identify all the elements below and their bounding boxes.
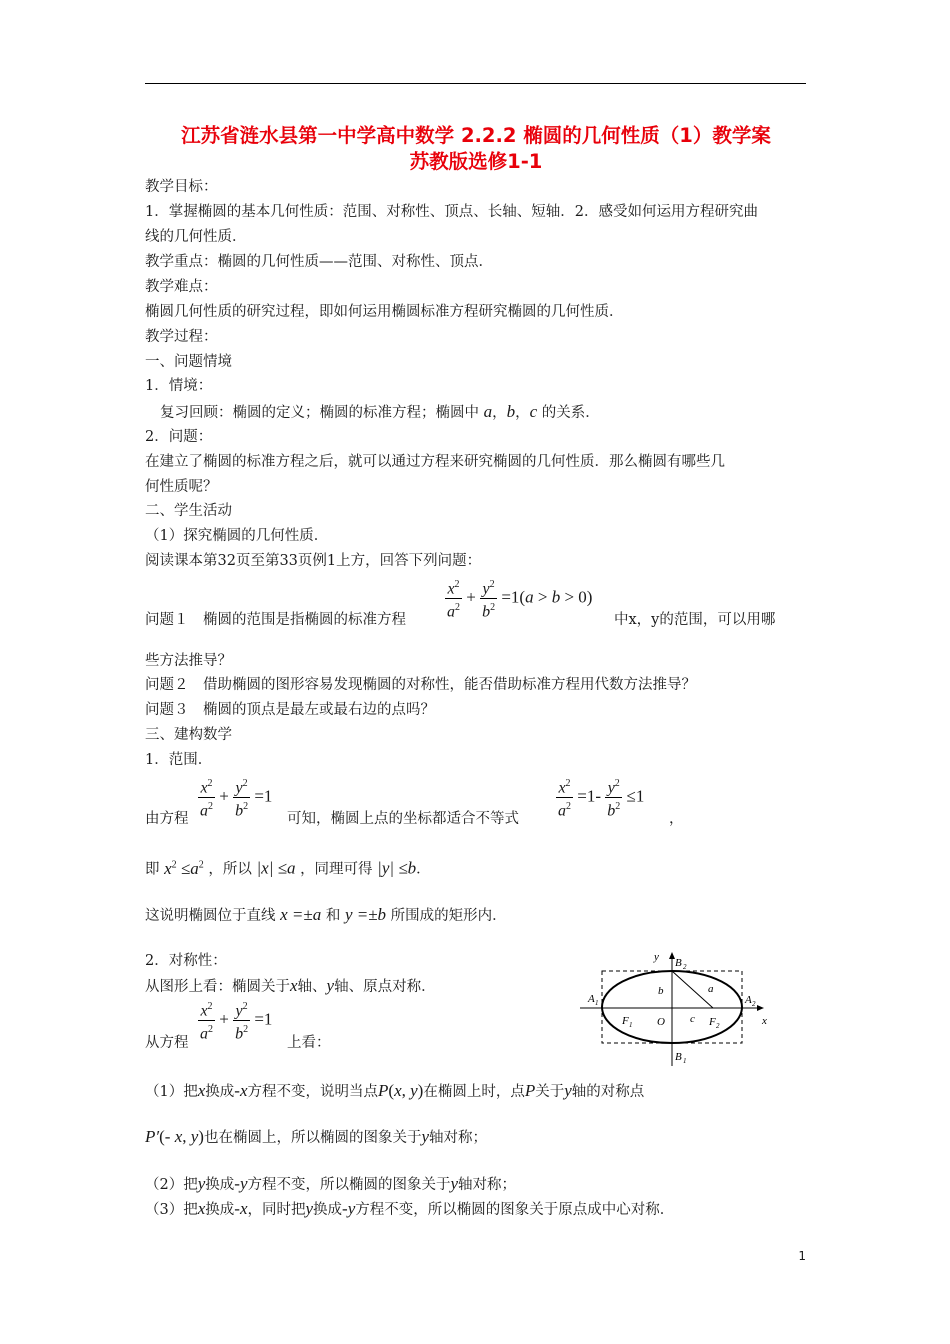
y-axis-label: y — [654, 951, 659, 963]
svg-text:B: B — [675, 957, 682, 969]
text-line: 上看： — [287, 1035, 331, 1051]
text-line: 即 $x^2 \le a^2$ ，所以 |x| ≤a ，同理可得 |y| ≤b． — [145, 858, 431, 878]
svg-text:2: 2 — [752, 1000, 756, 1008]
text-line: P′(- x, y)也在椭圆上，所以椭圆的图象关于y轴对称； — [145, 1127, 487, 1146]
svg-text:A: A — [745, 994, 752, 1006]
text-line: 可知，椭圆上点的坐标都适合不等式 — [287, 811, 519, 827]
text-line: 椭圆几何性质的研究过程，即如何运用椭圆标准方程研究椭圆的几何性质． — [145, 304, 624, 320]
text-line: 教学重点：椭圆的几何性质——范围、对称性、顶点． — [145, 254, 493, 270]
equation-ellipse: $\frac{x^2}{a^2}$ + $\frac{y^2}{b^2}$ =1 — [198, 775, 272, 821]
text-line: 中x，y的范围，可以用哪 — [614, 612, 776, 628]
text-line: （3）把x换成-x，同时把y换成-y方程不变，所以椭圆的图象关于原点成中心对称． — [145, 1199, 675, 1218]
text-line: 这说明椭圆位于直线 x =±a 和 y =±b 所围成的矩形内． — [145, 905, 507, 924]
text-line: 阅读课本第32页至第33页例1上方，回答下列问题： — [145, 553, 482, 569]
text-line: 从方程 — [145, 1035, 189, 1051]
svg-text:A: A — [588, 993, 595, 1005]
svg-text:2: 2 — [716, 1022, 720, 1030]
text-line: 问题３ 椭圆的顶点是最左或最右边的点吗？ — [145, 702, 435, 718]
svg-text:B: B — [675, 1051, 682, 1063]
svg-text:b: b — [658, 985, 664, 997]
svg-text:1: 1 — [595, 999, 599, 1007]
text-line: 2．问题： — [145, 429, 213, 445]
text-line: （1）探究椭圆的几何性质． — [145, 528, 329, 544]
text-line: 1．情境： — [145, 378, 213, 394]
svg-text:1: 1 — [683, 1057, 687, 1065]
text-line: 教学难点： — [145, 279, 218, 295]
text-line: 由方程 — [145, 811, 189, 827]
text-line: 从图形上看：椭圆关于x轴、y轴、原点对称． — [145, 976, 436, 995]
svg-text:a: a — [708, 983, 714, 995]
text-line: （2）把y换成-y方程不变，所以椭圆的图象关于y轴对称； — [145, 1174, 517, 1193]
svg-text:2: 2 — [683, 963, 687, 971]
text-line: 线的几何性质． — [145, 229, 247, 245]
svg-text:1: 1 — [629, 1021, 633, 1029]
document-title: 江苏省涟水县第一中学高中数学 2.2.2 椭圆的几何性质（1）教学案 苏教版选修1-1 — [181, 124, 771, 173]
svg-text:O: O — [657, 1016, 665, 1028]
text-line: 2．对称性： — [145, 953, 227, 969]
text-line: 复习回顾：椭圆的定义；椭圆的标准方程；椭圆中 a，b，c 的关系． — [160, 402, 600, 421]
text-line: 问题１ 椭圆的范围是指椭圆的标准方程 — [145, 612, 406, 628]
equation-ellipse: $\frac{x^2}{a^2}$ + $\frac{y^2}{b^2}$ =1(a > b > 0) — [445, 576, 592, 622]
header-rule — [145, 83, 806, 84]
text-line: ， — [669, 811, 684, 827]
page-number: 1 — [798, 1249, 806, 1263]
text-line: 1．掌握椭圆的基本几何性质：范围、对称性、顶点、长轴、短轴．2．感受如何运用方程研究曲 — [145, 204, 758, 220]
text-line: 在建立了椭圆的标准方程之后，就可以通过方程来研究椭圆的几何性质．那么椭圆有哪些几 — [145, 454, 725, 470]
text-line: 1．范围． — [145, 752, 213, 768]
text-line: 教学过程： — [145, 329, 218, 345]
ellipse-diagram — [578, 948, 778, 1066]
svg-text:c: c — [690, 1013, 695, 1025]
x-axis-label: x — [762, 1015, 767, 1027]
inequality: $\frac{x^2}{a^2}$ =1- $\frac{y^2}{b^2}$ ≤1 — [556, 775, 644, 821]
equation-ellipse: $\frac{x^2}{a^2}$ + $\frac{y^2}{b^2}$ =1 — [198, 998, 272, 1044]
svg-text:F: F — [709, 1016, 716, 1028]
text-line: 些方法推导？ — [145, 653, 232, 669]
text-line: 问题２ 借助椭圆的图形容易发现椭圆的对称性，能否借助标准方程用代数方法推导？ — [145, 677, 696, 693]
text-line: 一、问题情境 — [145, 354, 232, 370]
text-line: 教学目标： — [145, 179, 218, 195]
text-line: （1）把x换成-x方程不变，说明当点P(x, y)在椭圆上时，点P关于y轴的对称点 — [145, 1081, 645, 1100]
text-line: 二、学生活动 — [145, 503, 232, 519]
text-line: 何性质呢？ — [145, 479, 218, 495]
text-line: 三、建构数学 — [145, 727, 232, 743]
svg-text:F: F — [622, 1015, 629, 1027]
